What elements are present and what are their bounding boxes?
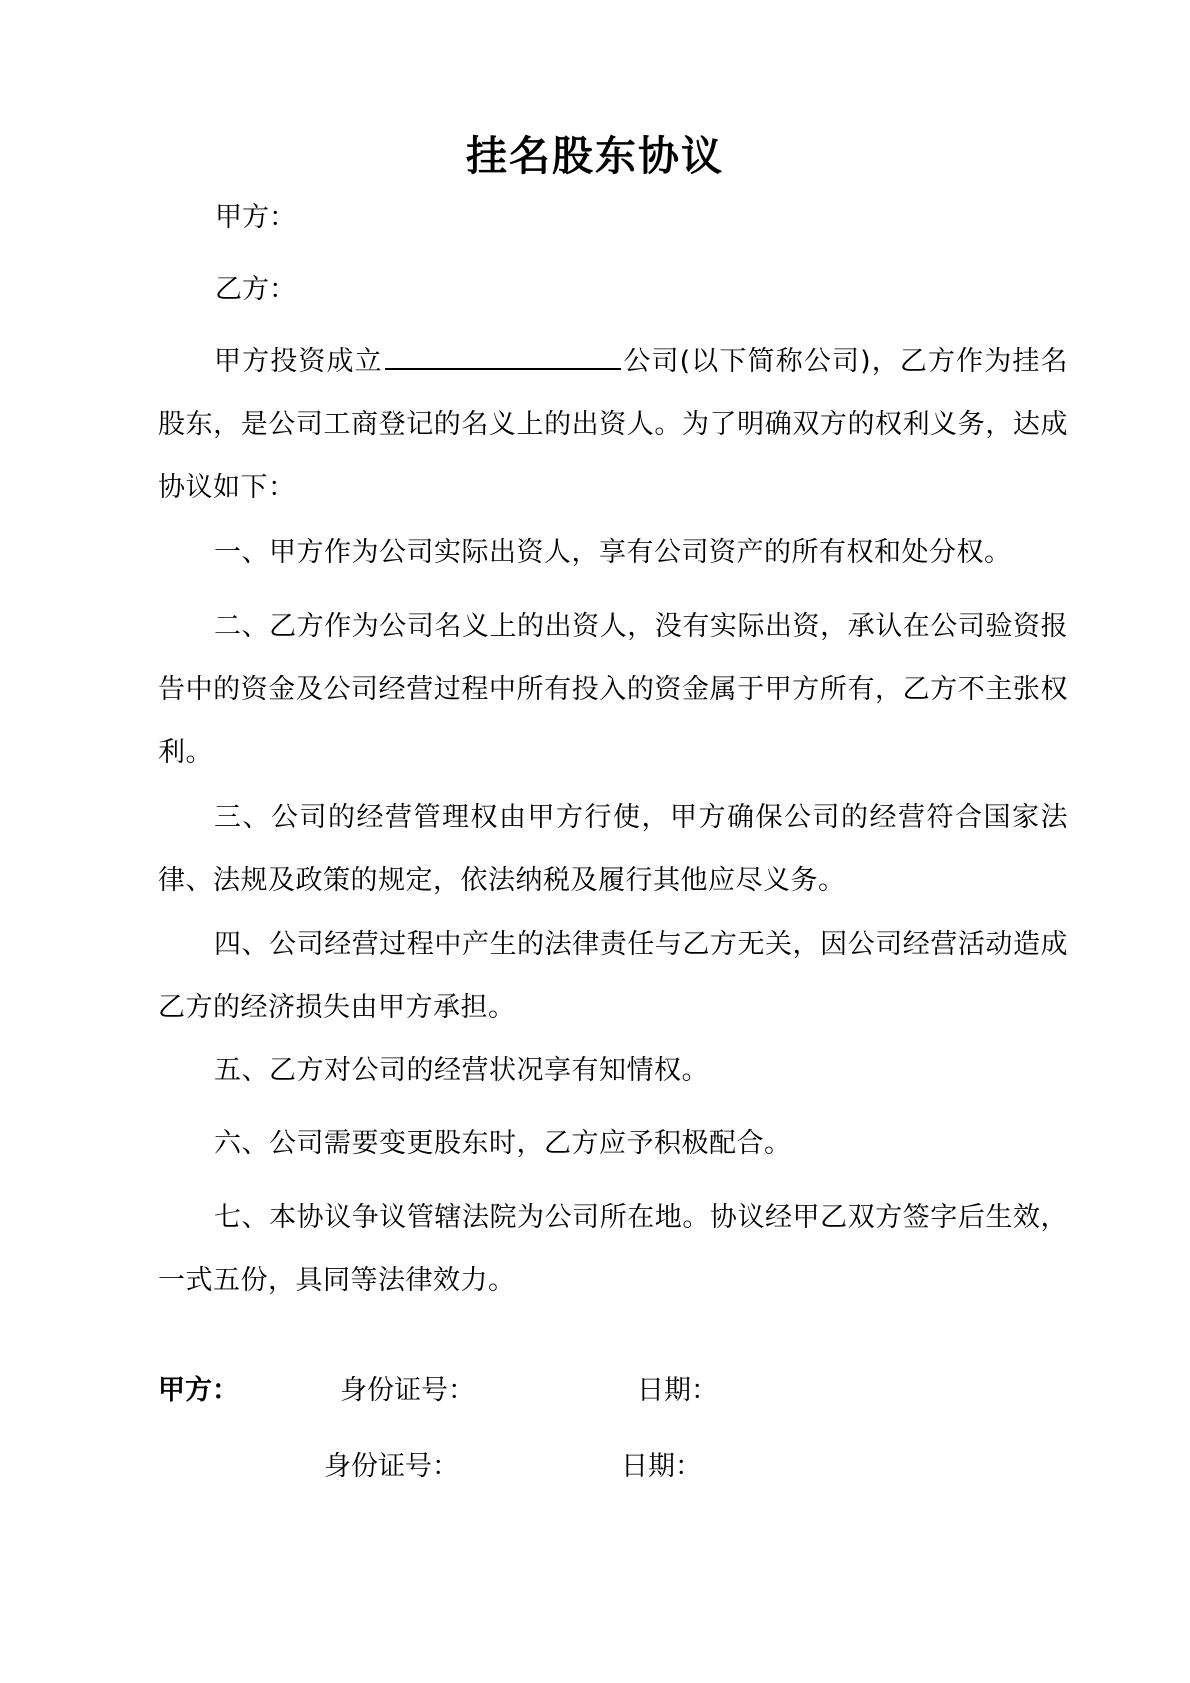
company-name-blank [385,344,621,370]
intro-paragraph [158,330,1068,519]
clause-7: 七、本协议争议管辖法院为公司所在地。协议经甲乙双方签字后生效，一式五份，具同等法律效力。 [158,1202,1068,1296]
signature-date-label-2: 日期： [621,1451,702,1482]
signature-id-label-2: 身份证号： [324,1451,459,1482]
intro-text-start: 甲方投资成立 [214,346,383,377]
clause-6: 六、公司需要变更股东时，乙方应予积极配合。 [214,1128,792,1159]
clause-1: 一、甲方作为公司实际出资人，享有公司资产的所有权和处分权。 [214,537,1012,568]
clause-2: 二、乙方作为公司名义上的出资人，没有实际出资，承认在公司验资报告中的资金及公司经营过程中所有投入的资金属于甲方所有，乙方不主张权利。 [158,611,1068,768]
party-b-line: 乙方： [215,274,296,305]
clause-5: 五、乙方对公司的经营状况享有知情权。 [214,1055,709,1086]
clause-3: 三、公司的经营管理权由甲方行使，甲方确保公司的经营符合国家法律、法规及政策的规定，依法纳税及履行其他应尽义务。 [158,802,1068,896]
intro-text-end: 公司(以下简称公司)，乙方作为挂名股东，是公司工商登记的名义上的出资人。为了明确双方的权利义务，达成协议如下： [158,346,1068,503]
signature-party-a: 甲方： [158,1375,239,1406]
signature-id-label-1: 身份证号： [340,1375,475,1406]
clause-4: 四、公司经营过程中产生的法律责任与乙方无关，因公司经营活动造成乙方的经济损失由甲方承担。 [158,929,1068,1023]
party-a-line: 甲方： [215,202,296,233]
signature-date-label-1: 日期： [637,1375,718,1406]
document-title: 挂名股东协议 [466,132,724,180]
